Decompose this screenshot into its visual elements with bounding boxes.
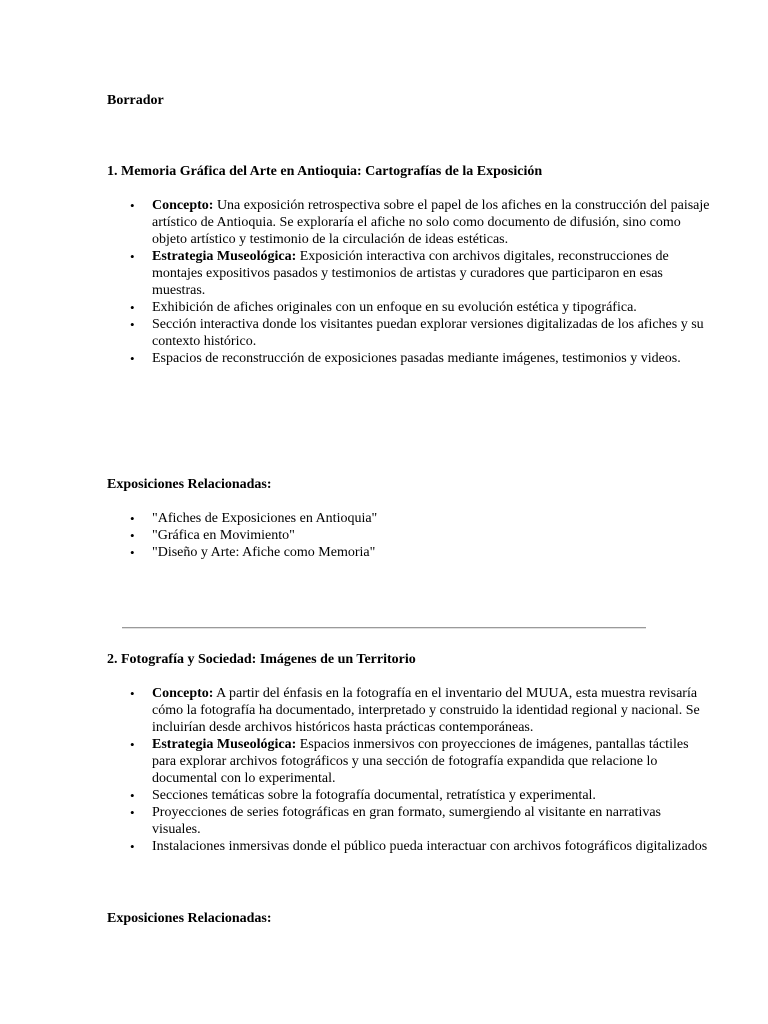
list-item — [152, 197, 712, 248]
item-text: A partir del énfasis en la fotografía en el inventario del MUUA, esta muestra revisaría cómo la fotografía ha documentado, interpretado y construido la identidad regional y nacional. Se incluirían desde archivos históricos hasta prácticas contemporáneas. — [152, 686, 700, 735]
item-term: Concepto: — [152, 198, 214, 213]
item-text: Espacios de reconstrucción de exposiciones pasadas mediante imágenes, testimonios y videos. — [152, 351, 681, 366]
item-text: Sección interactiva donde los visitantes puedan explorar versiones digitalizadas de los afiches y su contexto histórico. — [152, 317, 704, 349]
item-text: Exhibición de afiches originales con un enfoque en su evolución estética y tipográfica. — [152, 300, 637, 315]
list-item — [152, 804, 712, 838]
list-item — [152, 316, 712, 350]
section-1-related-list — [107, 510, 712, 561]
item-text: Proyecciones de series fotográficas en gran formato, sumergiendo al visitante en narrativas visuales. — [152, 805, 662, 837]
item-text: Una exposición retrospectiva sobre el papel de los afiches en la construcción del paisaje artístico de Antioquia. Se exploraría el afiche no solo como documento de difusión, sino como objeto artístico y testimonio de la circulación de ideas estéticas. — [152, 198, 710, 247]
list-item — [152, 787, 712, 804]
list-item — [152, 248, 712, 299]
section-1-list — [107, 197, 712, 367]
list-item — [152, 685, 712, 736]
list-item — [152, 299, 712, 316]
item-term: Estrategia Museológica: — [152, 249, 297, 264]
related-item: • "Afiches de Exposiciones en Antioquia" — [152, 510, 712, 527]
item-term: Estrategia Museológica: — [152, 737, 297, 752]
item-term: Concepto: — [152, 686, 214, 701]
section-1-related-title: Exposiciones Relacionadas: — [107, 477, 272, 492]
list-item — [152, 736, 712, 787]
section-2-list — [107, 685, 712, 855]
section-1-title: 1. Memoria Gráfica del Arte en Antioquia: Cartografías de la Exposición — [107, 164, 543, 179]
list-item — [152, 350, 712, 367]
related-item: • "Diseño y Arte: Afiche como Memoria" — [152, 544, 712, 561]
draft-label: Borrador — [107, 93, 164, 108]
section-2-related-title: Exposiciones Relacionadas: — [107, 911, 272, 926]
section-2-title: 2. Fotografía y Sociedad: Imágenes de un Territorio — [107, 652, 416, 667]
item-text: Espacios inmersivos con proyecciones de imágenes, pantallas táctiles para explorar archivos fotográficos y una sección de fotografía expandida que relacione lo documental con lo experimental. — [152, 737, 689, 786]
list-item — [152, 838, 712, 855]
section-divider — [122, 627, 646, 629]
item-text: Secciones temáticas sobre la fotografía documental, retratística y experimental. — [152, 788, 596, 803]
related-item: • "Gráfica en Movimiento" — [152, 527, 712, 544]
item-text: Instalaciones inmersivas donde el público pueda interactuar con archivos fotográficos digitalizados — [152, 839, 708, 854]
item-text: Exposición interactiva con archivos digitales, reconstrucciones de montajes expositivos pasados y testimonios de artistas y curadores que participaron en esas muestras. — [152, 249, 669, 298]
